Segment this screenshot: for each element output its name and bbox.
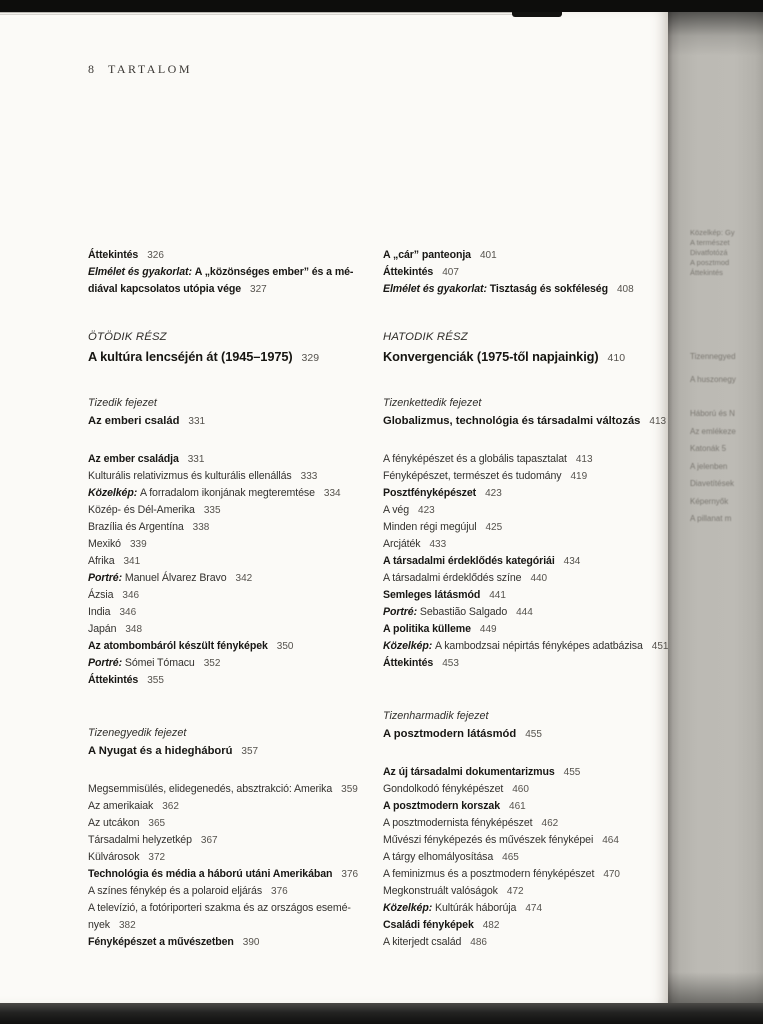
entry-page-number: 455 — [563, 767, 581, 778]
toc-entry — [383, 934, 683, 951]
entry-title: Manuel Álvarez Bravo — [124, 572, 227, 584]
toc-entry — [383, 281, 683, 298]
toc-entry — [88, 883, 388, 900]
entry-title: Az utcákon — [88, 817, 140, 829]
toc-block-chapter — [88, 725, 388, 761]
entry-page-number: 440 — [530, 573, 548, 584]
entry-page-number: 333 — [300, 471, 318, 482]
entry-page-number: 460 — [512, 784, 529, 795]
toc-entry — [383, 764, 683, 781]
toc-entry — [383, 247, 683, 264]
toc-entry — [88, 672, 388, 689]
entry-page-number: 423 — [485, 488, 502, 499]
entry-prefix: Közelkép: — [383, 902, 435, 914]
page-header — [88, 62, 192, 77]
ghost-line: Diavetítések — [690, 479, 735, 488]
section-title-text: A kultúra lencséjén át (1945–1975) — [88, 349, 293, 364]
toc-entry — [88, 519, 388, 536]
toc-block-entries — [383, 451, 683, 672]
toc-entry — [383, 604, 683, 621]
ghost-line: Háború és N — [690, 409, 735, 418]
entry-page-number: 408 — [616, 284, 634, 295]
entry-page-number: 372 — [148, 852, 166, 863]
entry-title: Külvárosok — [88, 851, 140, 863]
entry-page-number: 461 — [509, 801, 526, 812]
entry-title: India — [88, 606, 111, 618]
entry-title: Áttekintés — [383, 266, 434, 278]
toc-entry — [383, 536, 683, 553]
entry-title: A társadalmi érdeklődés kategóriái — [383, 555, 555, 567]
entry-page-number: 453 — [442, 658, 459, 669]
toc-entry — [383, 587, 683, 604]
section-label: Tizenkettedik fejezet — [383, 397, 482, 409]
entry-title: A televízió, a fotóriporteri szakma és az országos esemé- — [88, 902, 351, 914]
toc-entry — [88, 247, 388, 264]
entry-page-number: 348 — [125, 624, 143, 635]
ghost-line: A természet — [690, 238, 730, 247]
entry-page-number: 451 — [651, 641, 669, 652]
entry-title: Megkonstruált valóságok — [383, 885, 498, 897]
section-title — [88, 412, 388, 431]
entry-title: Az amerikaiak — [88, 800, 154, 812]
section-title — [383, 346, 683, 369]
ghost-text-group — [690, 345, 761, 391]
toc-entry — [383, 264, 683, 281]
entry-title: Technológia és média a háború utáni Amerikában — [88, 868, 333, 880]
section-title-text: Globalizmus, technológia és társadalmi változás — [383, 415, 641, 427]
entry-title: A tárgy elhomályosítása — [383, 851, 494, 863]
entry-title: Sómei Tómacu — [124, 657, 195, 669]
ghost-line: Áttekintés — [690, 268, 723, 277]
section-title-text: Konvergenciák (1975-től napjainkig) — [383, 349, 599, 364]
entry-title: Művészi fényképezés és művészek fényképei — [383, 834, 594, 846]
entry-page-number: 470 — [603, 869, 620, 880]
entry-page-number: 401 — [479, 250, 497, 261]
entry-page-number: 390 — [242, 937, 260, 948]
entry-title: A színes fénykép és a polaroid eljárás — [88, 885, 263, 897]
entry-title: diával kapcsolatos utópia vége — [88, 283, 242, 295]
entry-page-number: 334 — [323, 488, 341, 499]
entry-page-number: 423 — [418, 505, 435, 516]
entry-title: A társadalmi érdeklődés színe — [383, 572, 522, 584]
entry-title: A politika külleme — [383, 623, 471, 635]
entry-title: Az új társadalmi dokumentarizmus — [383, 766, 555, 778]
entry-title: Áttekintés — [88, 249, 139, 261]
scan-top-notch — [512, 12, 562, 17]
section-page-number: 410 — [607, 352, 626, 364]
entry-page-number: 365 — [148, 818, 166, 829]
toc-entry — [383, 468, 683, 485]
section-label: Tizedik fejezet — [88, 397, 157, 409]
entry-page-number: 338 — [192, 522, 210, 533]
entry-page-number: 441 — [489, 590, 506, 601]
toc-block-part — [88, 328, 388, 369]
entry-title: Japán — [88, 623, 117, 635]
entry-page-number: 486 — [470, 937, 487, 948]
entry-title: Fényképészet, természet és tudomány — [383, 470, 562, 482]
section-page-number: 357 — [241, 746, 259, 757]
entry-title: A „közönséges ember” és a mé- — [194, 266, 354, 278]
entry-title: Mexikó — [88, 538, 121, 550]
entry-page-number: 359 — [341, 784, 358, 795]
entry-title: nyek — [88, 919, 110, 931]
toc-entry — [88, 849, 388, 866]
entry-title: Minden régi megújul — [383, 521, 477, 533]
entry-title: Fényképészet a művészetben — [88, 936, 234, 948]
entry-page-number: 425 — [485, 522, 503, 533]
entry-title: A posztmodernista fényképészet — [383, 817, 533, 829]
entry-prefix: Közelkép: — [383, 640, 435, 652]
toc-entry — [383, 832, 683, 849]
entry-title: Megsemmisülés, elidegenedés, absztrakció: Amerika — [88, 783, 333, 795]
entry-title: A „cár” panteonja — [383, 249, 471, 261]
entry-page-number: 465 — [502, 852, 519, 863]
toc-block-entries — [383, 247, 683, 298]
entry-title: A kiterjedt család — [383, 936, 462, 948]
ghost-line: A pillanat m — [690, 514, 732, 523]
entry-title: A kambodzsai népirtás fényképes adatbázisa — [434, 640, 643, 652]
section-title — [383, 412, 683, 431]
toc-entry — [88, 264, 388, 281]
toc-entry — [383, 866, 683, 883]
entry-title: Kultúrák háborúja — [434, 902, 517, 914]
entry-page-number: 362 — [162, 801, 179, 812]
entry-page-number: 472 — [506, 886, 524, 897]
entry-page-number: 355 — [147, 675, 164, 686]
entry-page-number: 413 — [575, 454, 593, 465]
toc-entry — [88, 832, 388, 849]
toc-entry — [88, 502, 388, 519]
entry-title: Kulturális relativizmus és kulturális ellenállás — [88, 470, 292, 482]
toc-entry — [88, 934, 388, 951]
toc-entry — [88, 536, 388, 553]
toc-column-right — [383, 227, 683, 951]
entry-title: Áttekintés — [383, 657, 434, 669]
page-stack-edges — [0, 12, 556, 18]
entry-page-number: 376 — [341, 869, 359, 880]
toc-entry — [383, 917, 683, 934]
entry-page-number: 352 — [203, 658, 221, 669]
entry-page-number: 433 — [429, 539, 447, 550]
toc-block-entries — [88, 247, 388, 298]
entry-page-number: 331 — [187, 454, 205, 465]
toc-entry — [383, 485, 683, 502]
ghost-line: A posztmod — [690, 258, 730, 267]
toc-entry — [88, 638, 388, 655]
entry-title: A forradalom ikonjának megteremtése — [139, 487, 315, 499]
entry-title: Brazília és Argentína — [88, 521, 184, 533]
entry-prefix: Portré: — [88, 657, 125, 669]
ghost-line: Divatfotózá — [690, 248, 728, 257]
entry-title: Sebastião Salgado — [419, 606, 508, 618]
entry-page-number: 419 — [570, 471, 588, 482]
section-title — [383, 725, 683, 744]
running-title: TARTALOM — [108, 62, 193, 76]
entry-title: Társadalmi helyzetkép — [88, 834, 192, 846]
entry-page-number: 444 — [516, 607, 533, 618]
toc-entry — [88, 866, 388, 883]
entry-title: Gondolkodó fényképészet — [383, 783, 504, 795]
section-title-text: Az emberi család — [88, 415, 180, 427]
toc-entry — [88, 815, 388, 832]
toc-entry — [88, 451, 388, 468]
entry-title: Az ember családja — [88, 453, 179, 465]
entry-page-number: 327 — [250, 284, 267, 295]
toc-entry — [383, 621, 683, 638]
entry-page-number: 341 — [123, 556, 141, 567]
toc-block-chapter — [383, 395, 683, 431]
ghost-text-group — [690, 405, 761, 528]
toc-entry — [88, 798, 388, 815]
scan-top-edge — [0, 0, 763, 12]
entry-title: Családi fényképek — [383, 919, 474, 931]
section-title — [88, 346, 388, 369]
section-label: Tizenegyedik fejezet — [88, 727, 187, 739]
entry-page-number: 326 — [147, 250, 164, 261]
toc-entry — [88, 281, 388, 298]
entry-page-number: 346 — [122, 590, 140, 601]
ghost-line: Közelkép: Gy — [690, 228, 735, 237]
page-number: 8 — [88, 62, 94, 76]
toc-entry — [88, 655, 388, 672]
toc-entry — [383, 798, 683, 815]
entry-page-number: 449 — [479, 624, 497, 635]
toc-block-chapter — [383, 708, 683, 744]
toc-entry — [88, 570, 388, 587]
entry-prefix: Portré: — [88, 572, 125, 584]
entry-page-number: 462 — [541, 818, 559, 829]
entry-title: Semleges látásmód — [383, 589, 481, 601]
entry-page-number: 350 — [276, 641, 294, 652]
entry-page-number: 367 — [200, 835, 218, 846]
toc-entry — [383, 638, 683, 655]
entry-prefix: Közelkép: — [88, 487, 140, 499]
toc-entry — [383, 553, 683, 570]
entry-page-number: 376 — [271, 886, 288, 897]
ghost-line: A jelenben — [690, 461, 728, 471]
section-label: ÖTÖDIK RÉSZ — [88, 331, 167, 343]
entry-title: A fényképészet és a globális tapasztalat — [383, 453, 567, 465]
toc-entry — [88, 468, 388, 485]
entry-page-number: 335 — [203, 505, 221, 516]
toc-entry — [88, 621, 388, 638]
ghost-line: Katonák 5 — [690, 444, 727, 453]
ghost-line: A huszonegy — [690, 375, 736, 384]
toc-block-entries — [88, 781, 388, 951]
ghost-line: Tizennegyed — [690, 352, 736, 361]
toc-entry — [383, 900, 683, 917]
book-page — [0, 12, 668, 1004]
toc-block-entries — [88, 451, 388, 689]
toc-entry — [88, 485, 388, 502]
entry-title: Az atombombáról készült fényképek — [88, 640, 268, 652]
toc-entry — [383, 883, 683, 900]
entry-page-number: 342 — [235, 573, 253, 584]
toc-entry — [383, 781, 683, 798]
toc-entry — [88, 553, 388, 570]
toc-entry — [383, 451, 683, 468]
section-title-text: A posztmodern látásmód — [383, 728, 517, 740]
entry-prefix: Portré: — [383, 606, 420, 618]
entry-title: A feminizmus és a posztmodern fényképészet — [383, 868, 595, 880]
entry-title: Tisztaság és sokféleség — [489, 283, 608, 295]
toc-entry — [88, 917, 388, 934]
entry-page-number: 339 — [129, 539, 147, 550]
entry-title: Arcjáték — [383, 538, 421, 550]
entry-title: A vég — [383, 504, 410, 516]
toc-block-part — [383, 328, 683, 369]
toc-entry — [383, 519, 683, 536]
section-title — [88, 742, 388, 761]
toc-entry — [383, 815, 683, 832]
toc-block-entries — [383, 764, 683, 951]
section-title-text: A Nyugat és a hidegháború — [88, 745, 233, 757]
toc-entry — [88, 587, 388, 604]
entry-title: Közép- és Dél-Amerika — [88, 504, 195, 516]
entry-title: Áttekintés — [88, 674, 139, 686]
entry-page-number: 434 — [563, 556, 581, 567]
section-label: HATODIK RÉSZ — [383, 331, 468, 343]
entry-page-number: 474 — [525, 903, 543, 914]
section-label: Tizenharmadik fejezet — [383, 710, 489, 722]
toc-column-left — [88, 227, 388, 951]
section-page-number: 329 — [301, 352, 320, 364]
scan-bottom-edge — [0, 1003, 763, 1024]
entry-title: Posztfényképészet — [383, 487, 477, 499]
ghost-line: Az emlékeze — [690, 426, 736, 436]
entry-prefix: Elmélet és gyakorlat: — [88, 266, 195, 278]
next-page-edge — [668, 12, 763, 1006]
toc-entry — [383, 849, 683, 866]
entry-title: Ázsia — [88, 589, 114, 601]
entry-page-number: 482 — [482, 920, 500, 931]
toc-entry — [88, 781, 388, 798]
entry-prefix: Elmélet és gyakorlat: — [383, 283, 490, 295]
entry-title: A posztmodern korszak — [383, 800, 501, 812]
toc-entry — [88, 604, 388, 621]
toc-entry — [383, 570, 683, 587]
section-page-number: 331 — [188, 416, 206, 427]
entry-page-number: 407 — [442, 267, 459, 278]
toc-entry — [383, 502, 683, 519]
section-page-number: 413 — [649, 416, 667, 427]
section-page-number: 455 — [525, 729, 542, 740]
entry-page-number: 464 — [602, 835, 619, 846]
ghost-line: Képernyők — [690, 496, 729, 506]
ghost-text-group — [690, 228, 761, 278]
entry-page-number: 346 — [119, 607, 137, 618]
toc-entry — [383, 655, 683, 672]
toc-entry — [88, 900, 388, 917]
entry-title: Afrika — [88, 555, 115, 567]
toc-block-chapter — [88, 395, 388, 431]
entry-page-number: 382 — [118, 920, 136, 931]
